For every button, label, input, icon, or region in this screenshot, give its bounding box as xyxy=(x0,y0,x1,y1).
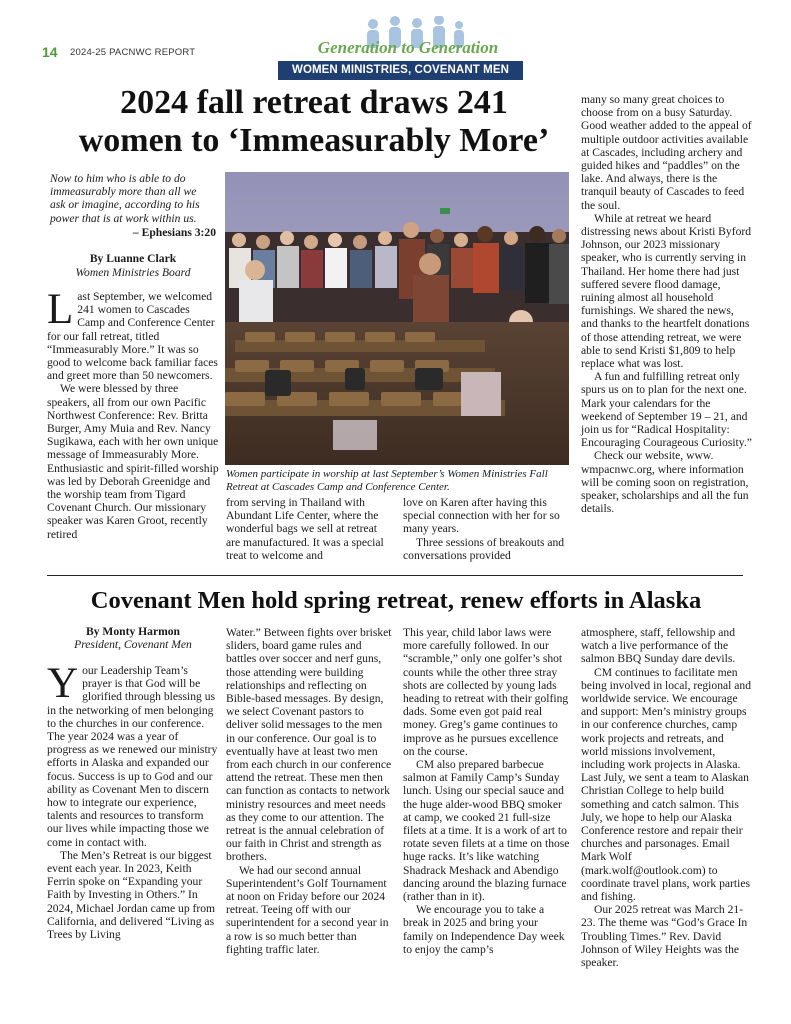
article-divider xyxy=(47,575,743,576)
quote-line: power that is at work within us. xyxy=(50,211,197,225)
paragraph: Three sessions of breakouts and conversations provided xyxy=(403,535,565,562)
paragraph: We had our second annual Superintendent’s Golf Tournament at noon on Friday before our 2024 retreat. Teeing off with our superintendent for a second year in a row is so much better than fighting traffic later. xyxy=(226,863,389,956)
quote-reference: – Ephesians 3:20 xyxy=(132,225,216,239)
paragraph: CM continues to facilitate men being involved in local, regional and worldwide service. We encourage and support: Men’s ministry groups in our conference churches, camp work projects and retreats, and world missions involvement, including work projects in Alaska. Last July, we sent a team to Alaskan Christian College to help build something and catch salmon. This July, we hope to help our Alaska Conference restore and repair their churches and parsonages. Email Mark Wolf (mark.wolf@outlook.com) to coordinate travel plans, work parties and fishing. xyxy=(581,665,751,904)
article2-byline-role: President, Covenant Men xyxy=(74,638,192,651)
paragraph: Water.” Between fights over brisket sliders, board game rules and battles over soccer and nerf guns, those attending were building relationships and reflecting on Bible-based messages. By design, we select Covenant pastors to deliver solid messages to the men in our conference. Our goal is to eventually have at least two men from each church in our conference attend the retreat. These men then can function as contacts to network ministry resources and meet needs as they come to our attention. The retreat is the annual celebration of our faith in Christ and strength as brothers. xyxy=(226,626,392,864)
article1-column-3 xyxy=(403,496,569,562)
paragraph: Our 2025 retreat was March 21-23. The theme was “God’s Grace In Troubling Times.” Rev. David Johnson of Wiley Heights was the speaker. xyxy=(581,903,748,970)
quote-line: Now to him who is able to do xyxy=(50,172,186,185)
paragraph: We were blessed by three speakers, all from our own Pacific Northwest Conference: Rev. Britta Burger, Amy Muia and Rev. Nancy Sugikawa, each with her own unique message of Immeasurably More. Enthusiastic and spirit-filled worship was led by Deborah Greenidge and the worship team from Tigard Covenant Church. Our missionary speaker was Karen Groot, recently retired xyxy=(47,382,219,541)
dropcap: Y xyxy=(47,660,79,707)
article1-column-4 xyxy=(581,93,753,516)
paragraph: from serving in Thailand with Abundant Life Center, where the wonderful bags we sell at retreat are manufactured. It was a special treat to welcome and xyxy=(226,496,384,562)
quote-line: immeasurably more than all we xyxy=(50,185,197,199)
paragraph: While at retreat we heard distressing news about Kristi Byford Johnson, our 2023 missionary speaker, who is currently serving in Thailand. Her home there had just suffered severe flood damage, ruining almost all household furnishings. We shared the news, and thanks to the heartfelt donations of those attending retreat, we were able to send Kristi $1,809 to help replace what was lost. xyxy=(581,211,752,371)
article1-column-2 xyxy=(226,496,392,562)
paragraph: many so many great choices to choose from on a busy Saturday. Good weather added to the appeal of multiple outdoor activities available at Cascades, including archery and guided hikes and “paddles” on the lake. And always, there is the tranquil beauty of Cascades to feed the soul. xyxy=(581,93,752,212)
paragraph: Check our website, www. wmpacnwc.org, where information will be coming soon on registration, speaker, scholarships and all the fun details. xyxy=(581,449,749,516)
article1-byline: By Luanne Clark xyxy=(89,252,177,265)
dropcap: L xyxy=(47,286,74,333)
scripture-quote xyxy=(50,172,216,239)
paragraph: We encourage you to take a break in 2025 and bring your family on Independence Day week to enjoy the camp’s xyxy=(403,903,565,956)
paragraph: our Leadership Team’s prayer is that God will be glorified through blessing us in the networking of men belonging to the churches in our conference. The year 2024 was a year of progress as we renewed our ministry efforts in Alaska and expanded our focus. Success is up to God and our ability as Covenant Men to discern how to integrate our experience, talents and resources to transform our lives while impacting those we come in contact with. xyxy=(47,664,218,849)
headline-line-2: women to ‘Immeasurably More’ xyxy=(78,122,550,159)
article2-headline: Covenant Men hold spring retreat, renew efforts in Alaska xyxy=(90,587,702,614)
banner-title: Generation to Generation xyxy=(317,38,499,57)
paragraph: This year, child labor laws were more carefully followed. In our “scramble,” only one golfer’s shot counts while the other three stray shots are collected by young lads heading to retreat with their golfing dads. Some even got paid real money. Greg’s game continues to improve as he pursues excellence on the course. xyxy=(403,626,569,758)
article2-column-3 xyxy=(403,626,571,956)
paragraph: ast September, we welcomed 241 women to Cascades Camp and Conference Center for our fall retreat, titled “Immeasurably More.” It was so good to welcome back familiar faces and greet more than 50 newcomers. xyxy=(47,290,218,383)
paragraph: atmosphere, staff, fellowship and watch a live performance of the salmon BBQ Sunday dare devils. xyxy=(581,626,736,666)
article2-byline: By Monty Harmon xyxy=(85,625,181,638)
article2-column-1 xyxy=(47,660,219,942)
quote-line: ask or imagine, according to his xyxy=(50,198,200,212)
paragraph: love on Karen after having this special connection with her for so many years. xyxy=(403,496,560,536)
section-label: WOMEN MINISTRIES, COVENANT MEN xyxy=(291,64,510,76)
headline-line-1: 2024 fall retreat draws 241 xyxy=(120,84,508,121)
article1-headline xyxy=(60,84,568,160)
photo-caption: Women participate in worship at last September’s Women Ministries Fall Retreat at Cascades Camp and Conference Center. xyxy=(226,468,548,493)
paragraph: CM also prepared barbecue salmon at Family Camp’s Sunday lunch. Using our special sauce and the huge alder-wood BBQ smoker at camp, we cooked 21 full-size filets at a time. It is a work of art to rotate seven filets at a time on those huge racks. It’s like watching Shadrack Meshack and Abendigo dancing around the blazing furnace (rather than in it). xyxy=(403,758,570,904)
page-number: 14 xyxy=(42,44,58,60)
article1-column-1 xyxy=(47,286,219,541)
paragraph: A fun and fulfilling retreat only spurs us on to plan for the next one. Mark your calendars for the weekend of September 19 – 21, and join us for “Radical Hospitality: Encouraging Courageous Curiosity.” xyxy=(581,370,752,450)
paragraph: The Men’s Retreat is our biggest event each year. In 2023, Keith Ferrin spoke on “Expanding your Faith by Investing in Others.” In 2024, Michael Jordan came up from California, and delivered “Living as Trees by Living xyxy=(47,848,216,942)
article2-column-2 xyxy=(226,626,394,956)
article1-byline-role: Women Ministries Board xyxy=(75,266,191,279)
report-title: 2024-25 PACNWC REPORT xyxy=(70,47,196,58)
worship-photo xyxy=(225,172,569,465)
article2-column-4 xyxy=(581,626,753,969)
